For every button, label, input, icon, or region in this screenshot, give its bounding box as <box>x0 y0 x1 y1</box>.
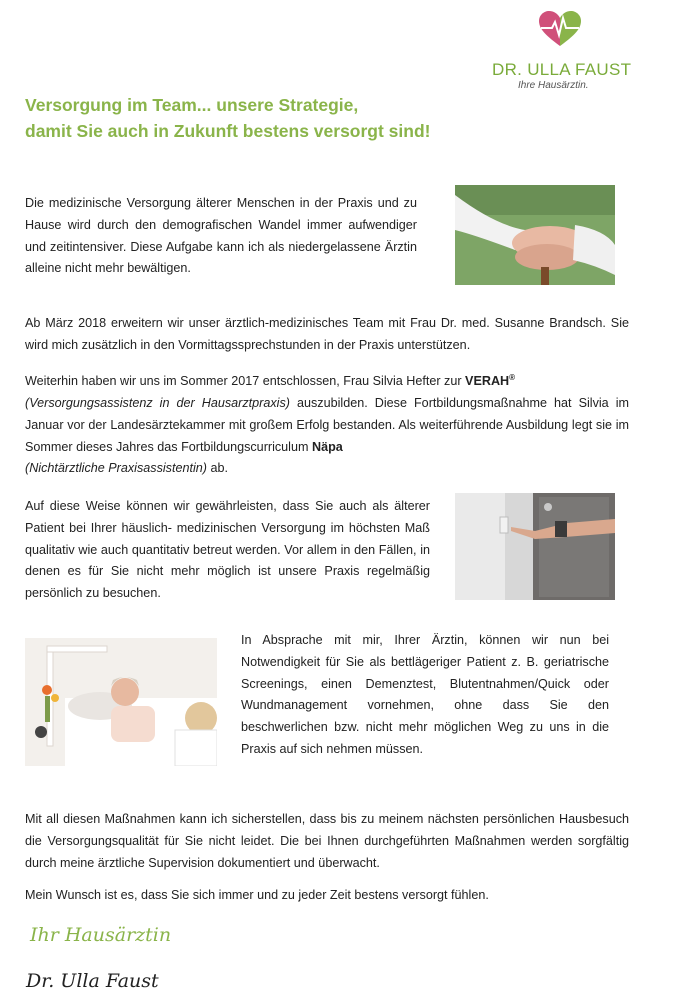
registered-mark: ® <box>509 373 516 382</box>
photo-bedside-visit <box>25 638 217 766</box>
page-heading <box>25 92 430 144</box>
napa-term: Näpa <box>311 439 343 454</box>
verah-text-a: Weiterhin haben wir uns im Sommer 2017 entschlossen, Frau Silvia Hefter zur <box>25 374 466 389</box>
paragraph-verah <box>25 367 629 480</box>
verah-definition: (Versorgungsassistenz in der Hausarztpraxis) <box>25 395 290 410</box>
verah-term: VERAH <box>465 374 510 389</box>
heading-line-1: Versorgung im Team... unsere Strategie, <box>25 95 359 115</box>
logo-tagline: Ihre Hausärztin. <box>518 80 589 91</box>
signature-title: Ihr Hausärztin <box>30 924 172 946</box>
paragraph-home-care: Auf diese Weise können wir gewährleisten, dass Sie auch als älterer Patient bei Ihrer häuslich- medizinischen Versorgung im höchsten Maß qualitativ wie auch quantitativ betreut werden. Vor allem in den Fällen, in denen es für Sie nicht mehr möglich ist unsere Praxis regelmäßig persönlich zu besuchen. <box>25 499 430 601</box>
paragraph-wish: Mein Wunsch ist es, dass Sie sich immer und zu jeder Zeit bestens versorgt fühlen. <box>25 888 489 902</box>
paragraph-intro: Die medizinische Versorgung älterer Menschen in der Praxis und zu Hause wird durch den demografischen Wandel immer aufwendiger und zeitintensiver. Diese Aufgabe kann ich als niedergelassene Ärztin alleine nicht mehr bewältigen. <box>25 196 417 276</box>
photo-hands-cane <box>455 185 615 285</box>
verah-text-d: auszubilden. Diese Fortbildungsmaßnahme hat Silvia im Januar vor der Landesärztekammer mit großem Erfolg bestanden. Als weiterführende Ausbildung legt sie im Sommer dieses Jahres das Fortbildungscurriculum <box>25 395 630 454</box>
photo-doorbell <box>455 493 615 600</box>
heart-pulse-icon <box>538 10 582 48</box>
logo-name: DR. ULLA FAUST <box>492 60 632 79</box>
paragraph-services: In Absprache mit mir, Ihrer Ärztin, können wir nun bei Notwendigkeit für Sie als bettlägeriger Patient z. B. geriatrische Screenings, einen Demenztest, Blutentnahmen/Quick oder Wundmanagement vornehmen, ohne dass Sie den beschwerlichen bzw. nicht mehr möglichen Weg zu uns in die Praxis auf sich nehmen müssen. <box>241 633 609 756</box>
verah-text-g: ab. <box>206 461 228 476</box>
heading-line-2: damit Sie auch in Zukunft bestens versorgt sind! <box>25 121 431 141</box>
paragraph-quality: Mit all diesen Maßnahmen kann ich sicherstellen, dass bis zu meinem nächsten persönlichen Hausbesuch die Versorgungsqualität für Sie nicht leidet. Die bei Ihnen durchgeführten Maßnahmen werden sorgfältig durch meine ärztliche Supervision dokumentiert und überwacht. <box>25 812 629 870</box>
signature-name: Dr. Ulla Faust <box>26 970 159 992</box>
paragraph-team: Ab März 2018 erweitern wir unser ärztlich-medizinisches Team mit Frau Dr. med. Susanne Brandsch. Sie wird mich zusätzlich in den Vormittagssprechstunden in der Praxis unterstützen. <box>25 316 629 352</box>
practice-logo <box>488 8 638 91</box>
napa-definition: (Nichtärztliche Praxisassistentin) <box>25 461 207 476</box>
